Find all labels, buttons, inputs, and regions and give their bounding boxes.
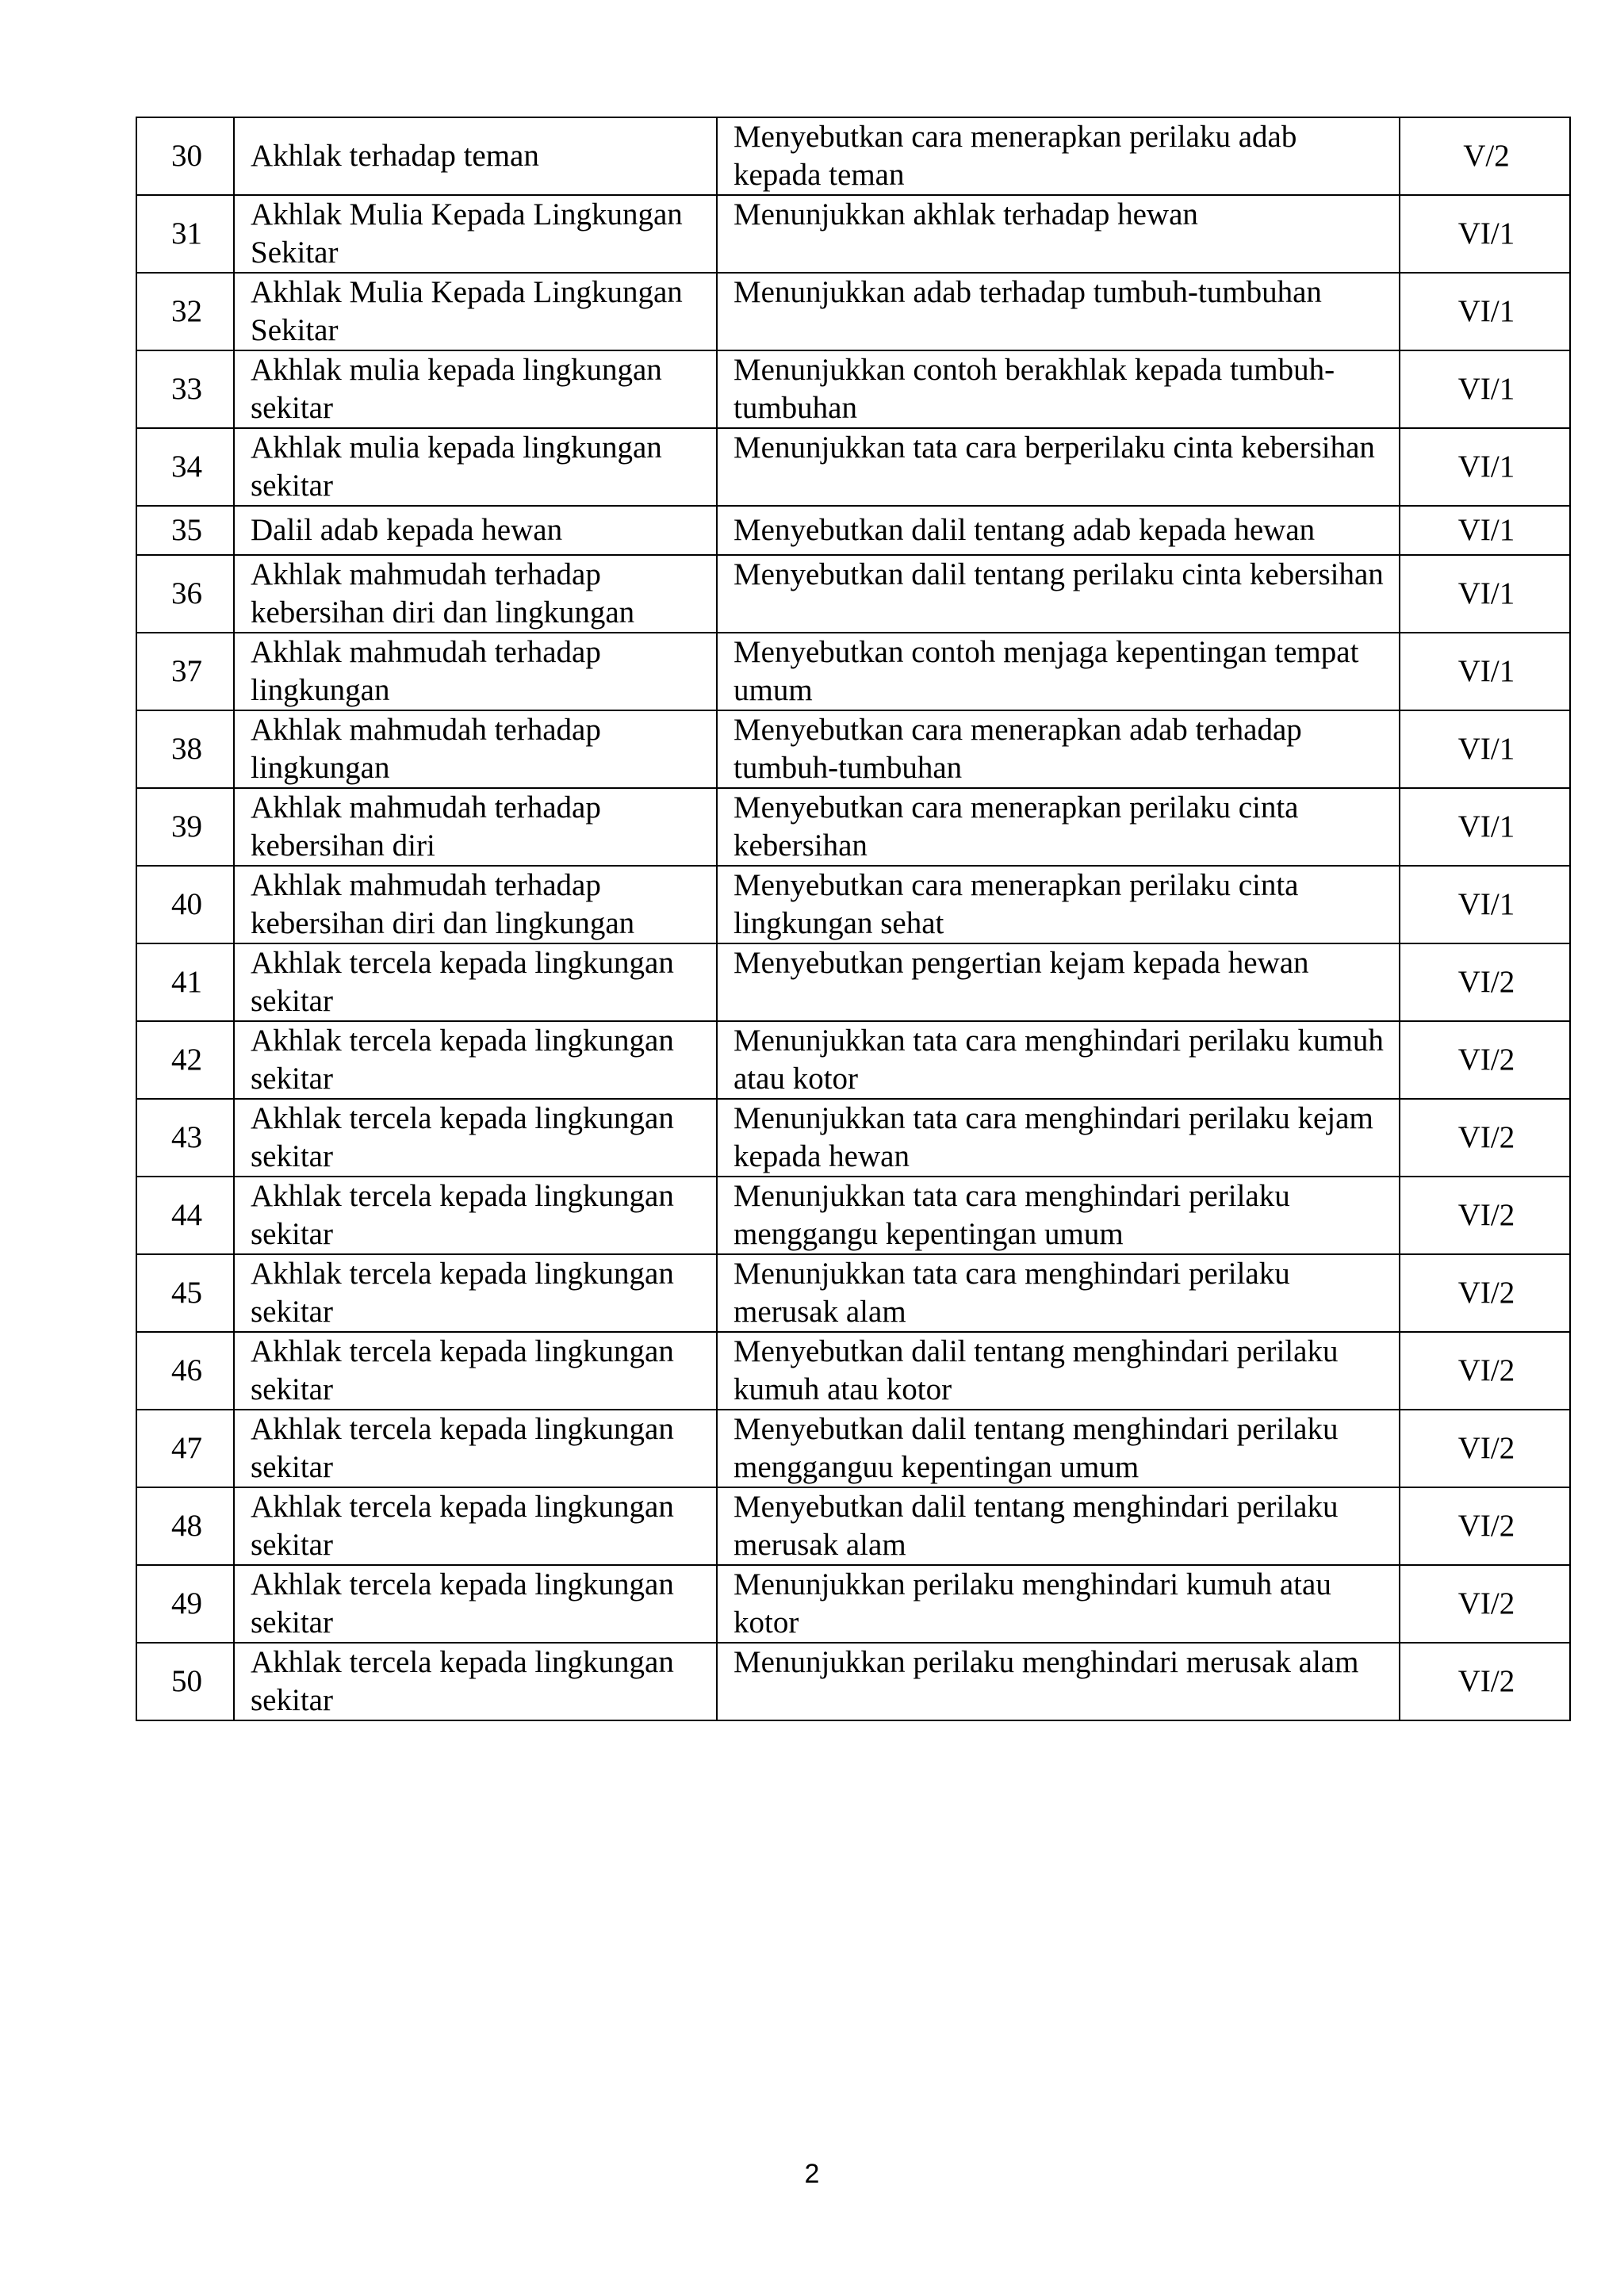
question-number-cell-text: 43 — [171, 1120, 202, 1154]
materi-cell-text: Akhlak Mulia Kepada Lingkungan Sekitar — [251, 275, 683, 347]
kelas-semester-cell-text: VI/1 — [1457, 732, 1515, 766]
materi-cell — [234, 710, 717, 788]
kelas-semester-cell — [1400, 1254, 1570, 1332]
kelas-semester-cell — [1400, 1099, 1570, 1177]
kelas-semester-cell — [1400, 555, 1570, 633]
question-number-cell — [136, 1021, 234, 1099]
kelas-semester-cell-text: VI/1 — [1457, 809, 1515, 844]
table-row — [136, 117, 1570, 195]
table-row — [136, 195, 1570, 273]
indikator-cell-text: Menyebutkan cara menerapkan adab terhadap tumbuh-tumbuhan — [733, 713, 1302, 785]
question-number-cell — [136, 1099, 234, 1177]
question-number-cell-text: 45 — [171, 1276, 202, 1310]
kelas-semester-cell — [1400, 195, 1570, 273]
materi-cell — [234, 195, 717, 273]
indikator-cell — [717, 1332, 1400, 1410]
kelas-semester-cell — [1400, 350, 1570, 428]
question-number-cell — [136, 1254, 234, 1332]
indikator-cell — [717, 428, 1400, 506]
kelas-semester-cell — [1400, 943, 1570, 1021]
kelas-semester-cell-text: VI/2 — [1457, 1509, 1515, 1543]
question-number-cell — [136, 1332, 234, 1410]
materi-cell — [234, 117, 717, 195]
kelas-semester-cell-text: VI/2 — [1457, 1431, 1515, 1465]
materi-cell — [234, 1643, 717, 1720]
table-row — [136, 273, 1570, 350]
question-number-cell-text: 48 — [171, 1509, 202, 1543]
indikator-cell — [717, 1487, 1400, 1565]
question-number-cell — [136, 506, 234, 555]
indikator-cell-text: Menunjukkan perilaku menghindari merusak alam — [733, 1645, 1359, 1679]
question-number-cell-text: 50 — [171, 1664, 202, 1698]
kelas-semester-cell-text: VI/2 — [1457, 1120, 1515, 1154]
indikator-cell — [717, 1254, 1400, 1332]
kelas-semester-cell — [1400, 1410, 1570, 1487]
question-number-cell — [136, 1177, 234, 1254]
question-number-cell-text: 30 — [171, 139, 202, 173]
question-number-cell-text: 42 — [171, 1043, 202, 1077]
question-number-cell-text: 44 — [171, 1198, 202, 1232]
kelas-semester-cell-text: VI/1 — [1457, 654, 1515, 688]
table-row — [136, 710, 1570, 788]
materi-cell — [234, 1487, 717, 1565]
question-number-cell — [136, 633, 234, 710]
indikator-cell-text: Menyebutkan dalil tentang menghindari perilaku kumuh atau kotor — [733, 1334, 1339, 1406]
question-number-cell — [136, 428, 234, 506]
indikator-cell-text: Menyebutkan dalil tentang menghindari perilaku merusak alam — [733, 1490, 1339, 1562]
question-number-cell — [136, 273, 234, 350]
question-number-cell-text: 32 — [171, 294, 202, 328]
indikator-cell — [717, 710, 1400, 788]
table-row — [136, 1643, 1570, 1720]
question-number-cell-text: 36 — [171, 576, 202, 610]
materi-cell-text: Akhlak tercela kepada lingkungan sekitar — [251, 1334, 674, 1406]
indikator-cell-text: Menyebutkan cara menerapkan perilaku adab kepada teman — [733, 120, 1297, 192]
question-number-cell-text: 33 — [171, 372, 202, 406]
table-row — [136, 1177, 1570, 1254]
table-row — [136, 428, 1570, 506]
materi-cell — [234, 1254, 717, 1332]
question-number-cell — [136, 943, 234, 1021]
materi-cell — [234, 1332, 717, 1410]
table-row — [136, 1565, 1570, 1643]
indikator-cell-text: Menyebutkan cara menerapkan perilaku cinta kebersihan — [733, 790, 1299, 863]
materi-cell — [234, 273, 717, 350]
indikator-cell-text: Menyebutkan dalil tentang menghindari perilaku mengganguu kepentingan umum — [733, 1412, 1339, 1484]
kelas-semester-cell-text: VI/1 — [1457, 372, 1515, 406]
indikator-cell — [717, 555, 1400, 633]
materi-cell-text: Akhlak tercela kepada lingkungan sekitar — [251, 1257, 674, 1329]
indikator-cell-text: Menunjukkan tata cara menghindari perilaku menggangu kepentingan umum — [733, 1179, 1290, 1251]
materi-cell — [234, 1565, 717, 1643]
indikator-cell — [717, 788, 1400, 866]
kelas-semester-cell-text: VI/2 — [1457, 1043, 1515, 1077]
question-number-cell — [136, 710, 234, 788]
question-number-cell-text: 47 — [171, 1431, 202, 1465]
kelas-semester-cell-text: V/2 — [1463, 139, 1510, 173]
indikator-cell-text: Menyebutkan cara menerapkan perilaku cinta lingkungan sehat — [733, 868, 1299, 940]
question-number-cell-text: 39 — [171, 809, 202, 844]
indikator-cell-text: Menunjukkan tata cara menghindari perilaku merusak alam — [733, 1257, 1290, 1329]
question-number-cell-text: 49 — [171, 1586, 202, 1621]
indikator-cell — [717, 350, 1400, 428]
indikator-cell — [717, 1565, 1400, 1643]
materi-cell — [234, 1021, 717, 1099]
materi-cell-text: Akhlak tercela kepada lingkungan sekitar — [251, 1490, 674, 1562]
indikator-cell-text: Menyebutkan dalil tentang perilaku cinta kebersihan — [733, 557, 1384, 591]
question-number-cell — [136, 117, 234, 195]
question-number-cell — [136, 350, 234, 428]
question-number-cell-text: 35 — [171, 513, 202, 547]
materi-cell-text: Akhlak mahmudah terhadap lingkungan — [251, 635, 601, 707]
materi-cell-text: Akhlak mulia kepada lingkungan sekitar — [251, 353, 662, 425]
table-row — [136, 1487, 1570, 1565]
materi-cell-text: Akhlak mahmudah terhadap kebersihan diri dan lingkungan — [251, 868, 635, 940]
kelas-semester-cell — [1400, 866, 1570, 943]
kelas-semester-cell — [1400, 710, 1570, 788]
kelas-semester-cell-text: VI/2 — [1457, 1586, 1515, 1621]
indikator-cell — [717, 1410, 1400, 1487]
materi-cell — [234, 506, 717, 555]
table-row — [136, 1254, 1570, 1332]
table-row — [136, 633, 1570, 710]
materi-cell — [234, 943, 717, 1021]
materi-cell-text: Akhlak mulia kepada lingkungan sekitar — [251, 430, 662, 503]
kelas-semester-cell — [1400, 273, 1570, 350]
indikator-cell — [717, 195, 1400, 273]
materi-cell-text: Akhlak tercela kepada lingkungan sekitar — [251, 1024, 674, 1096]
materi-cell-text: Akhlak Mulia Kepada Lingkungan Sekitar — [251, 197, 683, 270]
indikator-cell-text: Menyebutkan pengertian kejam kepada hewan — [733, 946, 1309, 980]
indikator-cell — [717, 943, 1400, 1021]
kisi-kisi-table — [136, 117, 1571, 1721]
kelas-semester-cell-text: VI/2 — [1457, 1664, 1515, 1698]
kelas-semester-cell — [1400, 506, 1570, 555]
kelas-semester-cell-text: VI/2 — [1457, 1198, 1515, 1232]
indikator-cell — [717, 1021, 1400, 1099]
materi-cell-text: Akhlak tercela kepada lingkungan sekitar — [251, 1645, 674, 1717]
kelas-semester-cell-text: VI/2 — [1457, 965, 1515, 999]
table-body — [136, 117, 1570, 1720]
question-number-cell-text: 46 — [171, 1353, 202, 1387]
table-row — [136, 788, 1570, 866]
materi-cell — [234, 1410, 717, 1487]
indikator-cell-text: Menyebutkan dalil tentang adab kepada hewan — [733, 513, 1316, 547]
kelas-semester-cell — [1400, 1643, 1570, 1720]
indikator-cell — [717, 273, 1400, 350]
kelas-semester-cell-text: VI/1 — [1457, 887, 1515, 921]
question-number-cell-text: 38 — [171, 732, 202, 766]
kelas-semester-cell — [1400, 1177, 1570, 1254]
indikator-cell — [717, 117, 1400, 195]
kelas-semester-cell-text: VI/1 — [1457, 513, 1515, 547]
question-number-cell — [136, 866, 234, 943]
materi-cell — [234, 350, 717, 428]
indikator-cell — [717, 633, 1400, 710]
kelas-semester-cell-text: VI/1 — [1457, 216, 1515, 251]
table-row — [136, 350, 1570, 428]
kelas-semester-cell-text: VI/1 — [1457, 450, 1515, 484]
question-number-cell — [136, 1487, 234, 1565]
table-row — [136, 866, 1570, 943]
table-row — [136, 943, 1570, 1021]
indikator-cell-text: Menyebutkan contoh menjaga kepentingan tempat umum — [733, 635, 1359, 707]
question-number-cell-text: 41 — [171, 965, 202, 999]
materi-cell-text: Akhlak tercela kepada lingkungan sekitar — [251, 1179, 674, 1251]
materi-cell-text: Akhlak tercela kepada lingkungan sekitar — [251, 1412, 674, 1484]
table-row — [136, 1099, 1570, 1177]
indikator-cell-text: Menunjukkan contoh berakhlak kepada tumbuh-tumbuhan — [733, 353, 1335, 425]
question-number-cell-text: 31 — [171, 216, 202, 251]
indikator-cell-text: Menunjukkan perilaku menghindari kumuh atau kotor — [733, 1567, 1331, 1640]
materi-cell — [234, 633, 717, 710]
materi-cell — [234, 866, 717, 943]
kelas-semester-cell — [1400, 633, 1570, 710]
question-number-cell-text: 40 — [171, 887, 202, 921]
materi-cell-text: Akhlak mahmudah terhadap lingkungan — [251, 713, 601, 785]
materi-cell-text: Akhlak tercela kepada lingkungan sekitar — [251, 946, 674, 1018]
materi-cell — [234, 1099, 717, 1177]
kelas-semester-cell — [1400, 117, 1570, 195]
kelas-semester-cell — [1400, 1487, 1570, 1565]
materi-cell-text: Akhlak mahmudah terhadap kebersihan diri — [251, 790, 601, 863]
kelas-semester-cell-text: VI/1 — [1457, 294, 1515, 328]
materi-cell — [234, 555, 717, 633]
indikator-cell-text: Menunjukkan tata cara berperilaku cinta kebersihan — [733, 430, 1375, 465]
kelas-semester-cell-text: VI/2 — [1457, 1353, 1515, 1387]
indikator-cell — [717, 1099, 1400, 1177]
indikator-cell — [717, 866, 1400, 943]
kelas-semester-cell — [1400, 1565, 1570, 1643]
question-number-cell-text: 37 — [171, 654, 202, 688]
page-number: 2 — [804, 2159, 820, 2189]
indikator-cell-text: Menunjukkan adab terhadap tumbuh-tumbuhan — [733, 275, 1322, 309]
materi-cell-text: Akhlak terhadap teman — [251, 139, 539, 173]
materi-cell-text: Akhlak tercela kepada lingkungan sekitar — [251, 1567, 674, 1640]
indikator-cell-text: Menunjukkan tata cara menghindari perilaku kejam kepada hewan — [733, 1101, 1373, 1173]
kelas-semester-cell-text: VI/1 — [1457, 576, 1515, 610]
table-row — [136, 1410, 1570, 1487]
indikator-cell — [717, 1177, 1400, 1254]
indikator-cell-text: Menunjukkan tata cara menghindari perilaku kumuh atau kotor — [733, 1024, 1384, 1096]
kelas-semester-cell — [1400, 788, 1570, 866]
materi-cell — [234, 1177, 717, 1254]
materi-cell — [234, 788, 717, 866]
question-number-cell — [136, 1643, 234, 1720]
question-number-cell — [136, 1565, 234, 1643]
materi-cell-text: Akhlak tercela kepada lingkungan sekitar — [251, 1101, 674, 1173]
table-row — [136, 1332, 1570, 1410]
kelas-semester-cell — [1400, 428, 1570, 506]
kelas-semester-cell-text: VI/2 — [1457, 1276, 1515, 1310]
materi-cell-text: Akhlak mahmudah terhadap kebersihan diri dan lingkungan — [251, 557, 635, 629]
indikator-cell-text: Menunjukkan akhlak terhadap hewan — [733, 197, 1198, 232]
table-row — [136, 555, 1570, 633]
materi-cell-text: Dalil adab kepada hewan — [251, 513, 563, 547]
kelas-semester-cell — [1400, 1021, 1570, 1099]
question-number-cell-text: 34 — [171, 450, 202, 484]
kelas-semester-cell — [1400, 1332, 1570, 1410]
question-number-cell — [136, 1410, 234, 1487]
question-number-cell — [136, 788, 234, 866]
question-number-cell — [136, 555, 234, 633]
table-row — [136, 506, 1570, 555]
question-number-cell — [136, 195, 234, 273]
table-row — [136, 1021, 1570, 1099]
indikator-cell — [717, 1643, 1400, 1720]
indikator-cell — [717, 506, 1400, 555]
materi-cell — [234, 428, 717, 506]
